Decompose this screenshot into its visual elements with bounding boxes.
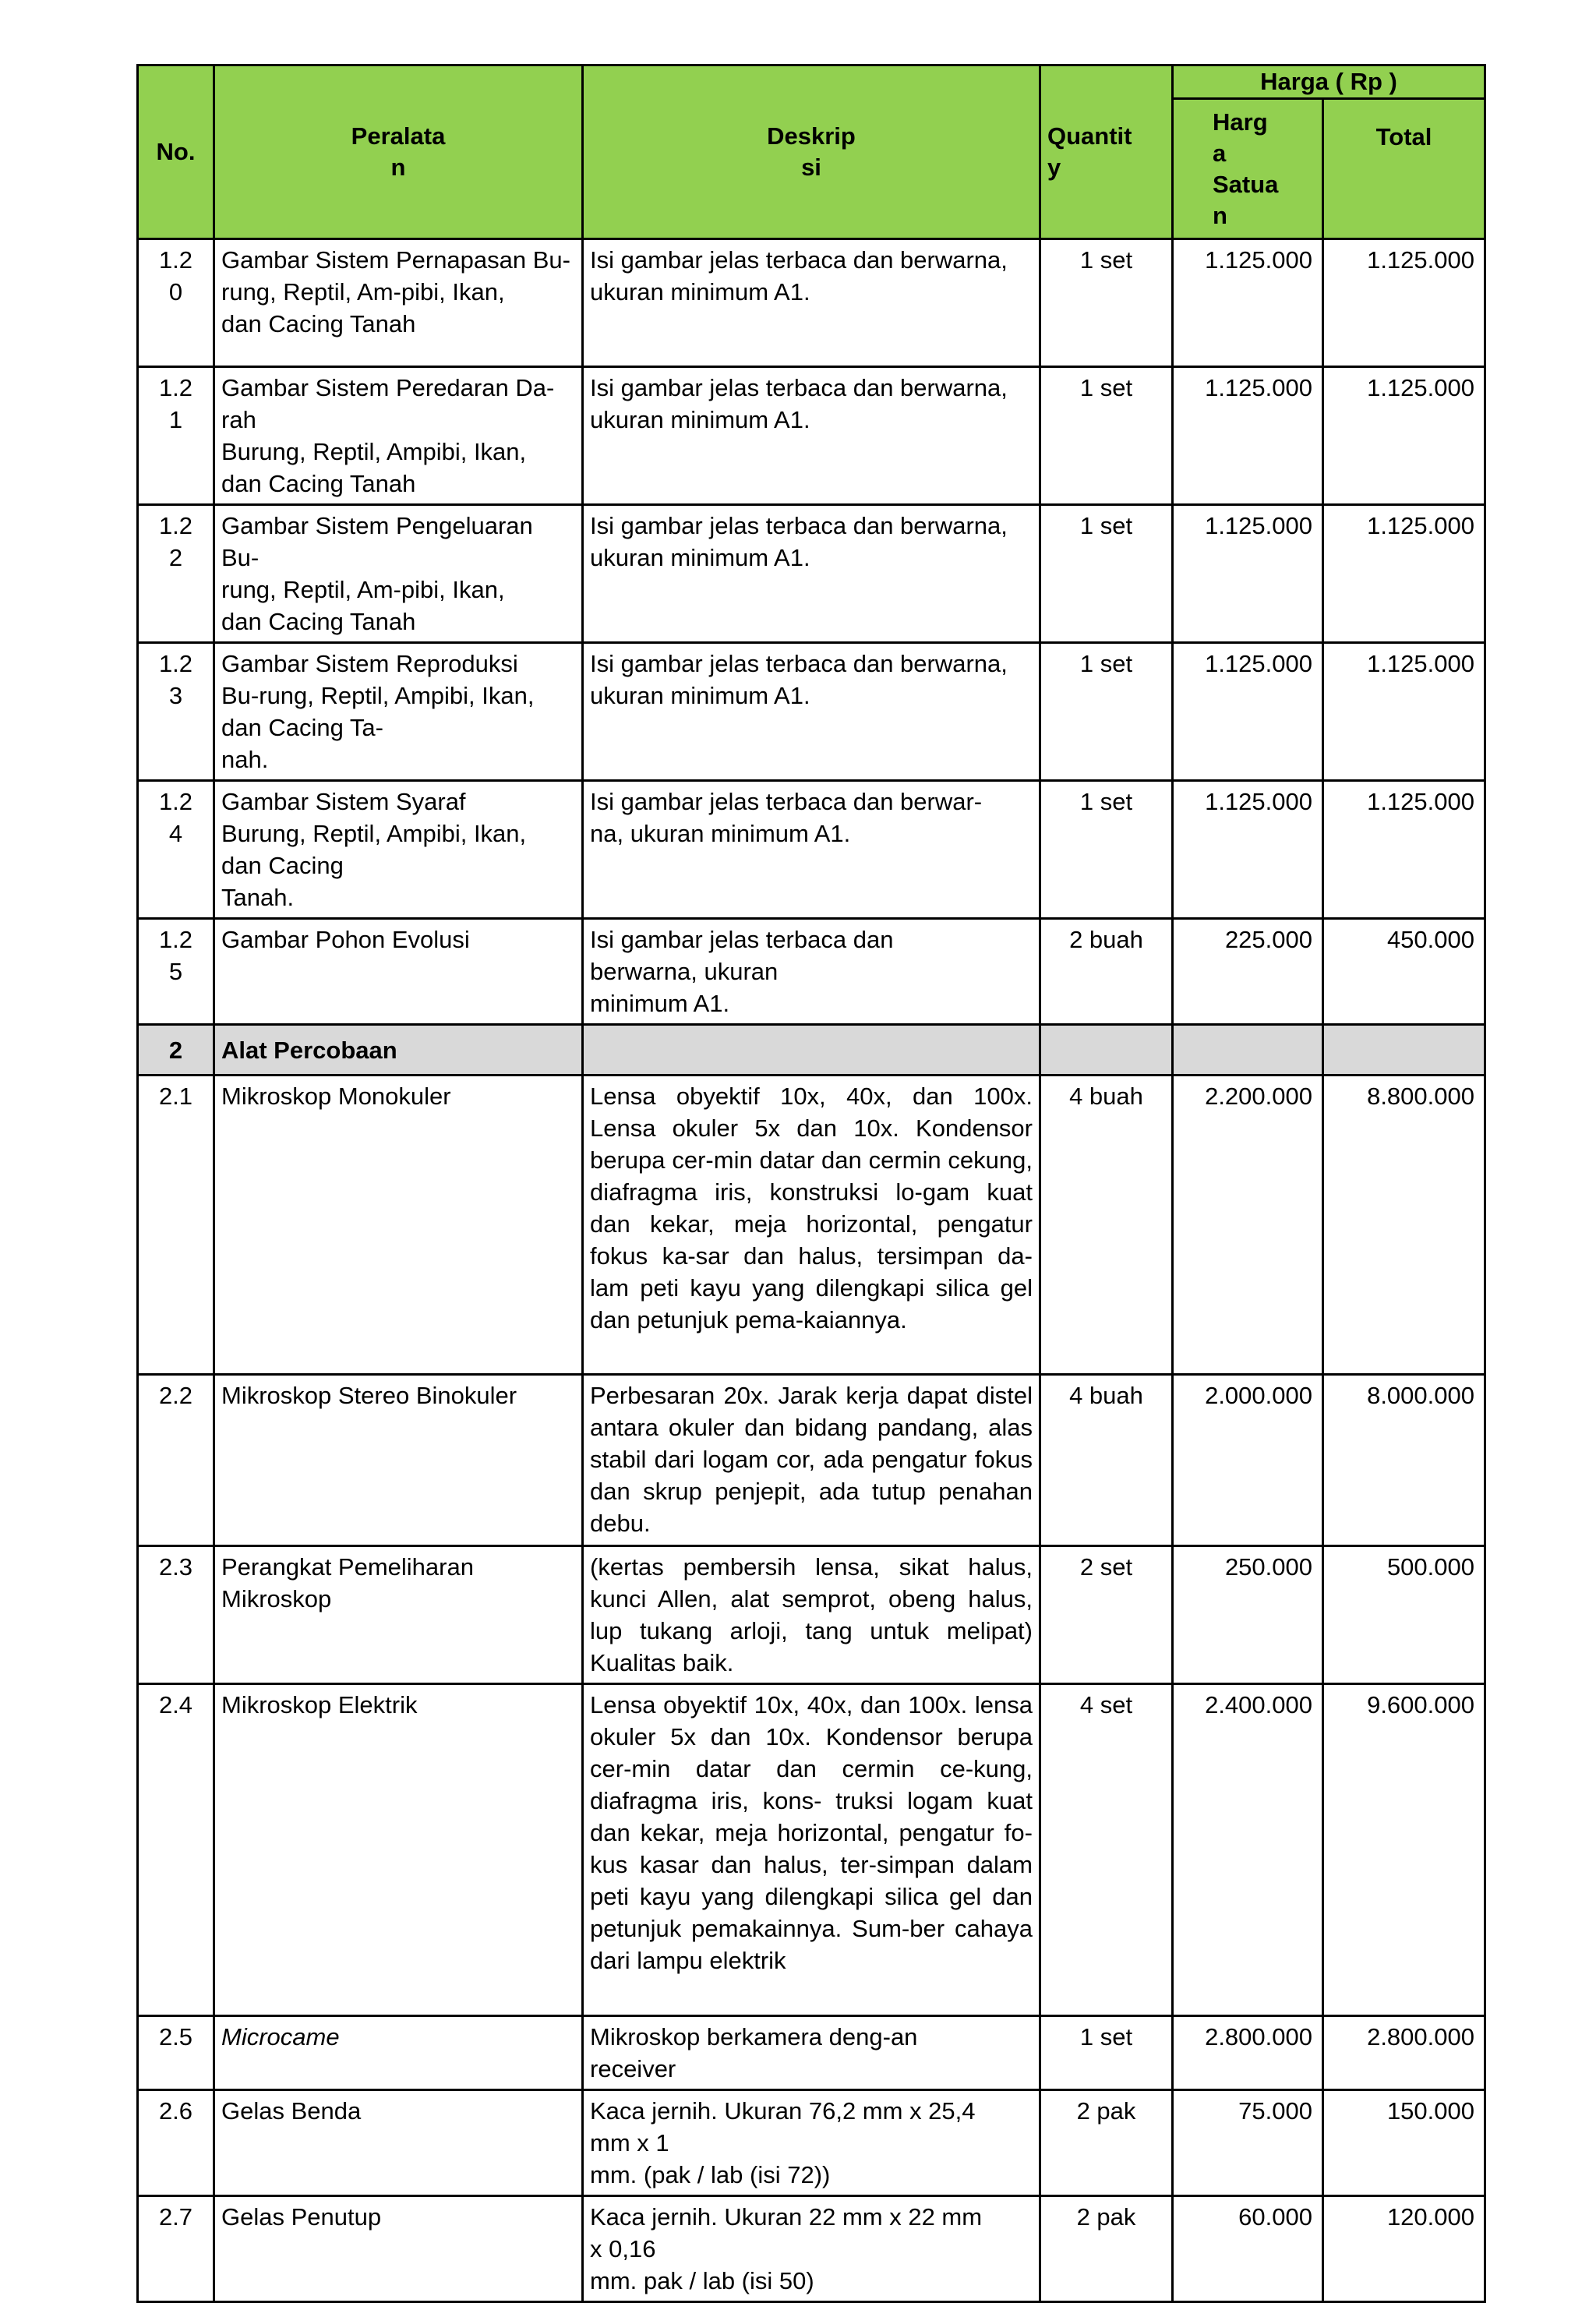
row-name: Gambar Sistem Pernapasan Bu- rung, Reptil, Am-pibi, Ikan, dan Cacing Tanah — [214, 239, 583, 367]
row-unit-price: 1.125.000 — [1173, 781, 1323, 919]
row-total: 8.800.000 — [1323, 1076, 1485, 1375]
row-desc: Kaca jernih. Ukuran 76,2 mm x 25,4 mm x 1 mm. (pak / lab (isi 72)) — [583, 2090, 1040, 2196]
table-row — [138, 1375, 1485, 1546]
row-desc: Isi gambar jelas terbaca dan berwarna, ukuran minimum A1. — [583, 367, 1040, 505]
section-row — [138, 1025, 1485, 1076]
row-total: 2.800.000 — [1323, 2016, 1485, 2090]
row-qty: 4 buah — [1040, 1076, 1173, 1375]
table-row — [138, 2196, 1485, 2302]
row-unit-price: 1.125.000 — [1173, 505, 1323, 643]
row-total: 1.125.000 — [1323, 505, 1485, 643]
row-total: 1.125.000 — [1323, 367, 1485, 505]
row-qty: 4 buah — [1040, 1375, 1173, 1546]
row-no: 1.2 2 — [138, 505, 214, 643]
header-harga-satuan: Harg a Satua n — [1173, 99, 1323, 239]
table-row — [138, 1076, 1485, 1375]
row-no: 2.1 — [138, 1076, 214, 1375]
equipment-table — [136, 64, 1486, 2303]
row-unit-price: 60.000 — [1173, 2196, 1323, 2302]
header-deskripsi: Deskrip si — [583, 65, 1040, 239]
row-total: 450.000 — [1323, 919, 1485, 1025]
row-no: 1.2 4 — [138, 781, 214, 919]
row-name: Gelas Benda — [214, 2090, 583, 2196]
row-name: Mikroskop Monokuler — [214, 1076, 583, 1375]
row-no: 1.2 1 — [138, 367, 214, 505]
row-qty: 2 set — [1040, 1546, 1173, 1684]
row-desc: Kaca jernih. Ukuran 22 mm x 22 mm x 0,16 mm. pak / lab (isi 50) — [583, 2196, 1040, 2302]
row-no: 2.6 — [138, 2090, 214, 2196]
row-qty: 1 set — [1040, 239, 1173, 367]
row-total: 1.125.000 — [1323, 239, 1485, 367]
row-desc: Isi gambar jelas terbaca dan berwarna, ukuran minimum A1. — [583, 919, 1040, 1025]
row-name: Microcame — [214, 2016, 583, 2090]
row-no: 2.7 — [138, 2196, 214, 2302]
row-total: 500.000 — [1323, 1546, 1485, 1684]
row-total: 8.000.000 — [1323, 1375, 1485, 1546]
row-qty: 4 set — [1040, 1684, 1173, 2016]
section-title: Alat Percobaan — [214, 1025, 583, 1076]
row-name: Gambar Sistem Syaraf Burung, Reptil, Ampibi, Ikan, dan Cacing Tanah. — [214, 781, 583, 919]
row-qty: 2 pak — [1040, 2196, 1173, 2302]
table-row — [138, 781, 1485, 919]
row-desc: Lensa obyektif 10x, 40x, dan 100x. lensa okuler 5x dan 10x. Kondensor berupa cer-min datar dan cermin ce-kung, diafragma iris, kons- truksi logam kuat dan kekar, meja horizontal, pengatur fo-kus kasar dan halus, ter-simpan dalam peti kayu yang dilengkapi silica gel dan petunjuk pemakainnya. Sum-ber cahaya dari lampu elektrik — [583, 1684, 1040, 2016]
header-peralatan: Peralata n — [214, 65, 583, 239]
row-total: 120.000 — [1323, 2196, 1485, 2302]
section-no: 2 — [138, 1025, 214, 1076]
row-unit-price: 1.125.000 — [1173, 367, 1323, 505]
row-desc: Isi gambar jelas terbaca dan berwarna, ukuran minimum A1. — [583, 505, 1040, 643]
row-name: Gelas Penutup — [214, 2196, 583, 2302]
row-name: Gambar Sistem Peredaran Da-rah Burung, Reptil, Ampibi, Ikan, dan Cacing Tanah — [214, 367, 583, 505]
table-row — [138, 919, 1485, 1025]
row-name: Perangkat Pemeliharan Mikroskop — [214, 1546, 583, 1684]
row-desc: (kertas pembersih lensa, sikat halus, kunci Allen, alat semprot, obeng halus, lup tukang arloji, tang untuk melipat) Kualitas baik. — [583, 1546, 1040, 1684]
row-unit-price: 2.800.000 — [1173, 2016, 1323, 2090]
header-total: Total — [1323, 99, 1485, 239]
table-row — [138, 505, 1485, 643]
row-qty: 1 set — [1040, 643, 1173, 781]
table-row — [138, 2016, 1485, 2090]
row-unit-price: 1.125.000 — [1173, 643, 1323, 781]
row-no: 1.2 5 — [138, 919, 214, 1025]
row-total: 9.600.000 — [1323, 1684, 1485, 2016]
row-unit-price: 75.000 — [1173, 2090, 1323, 2196]
row-qty: 1 set — [1040, 2016, 1173, 2090]
row-total: 150.000 — [1323, 2090, 1485, 2196]
row-no: 1.2 3 — [138, 643, 214, 781]
row-desc: Lensa obyektif 10x, 40x, dan 100x. Lensa okuler 5x dan 10x. Kondensor berupa cer-min datar dan cermin cekung, diafragma iris, konstruksi lo-gam kuat dan kekar, meja horizontal, pengatur fokus ka-sar dan halus, tersimpan da-lam peti kayu yang dilengkapi silica gel dan petunjuk pema-kaiannya. — [583, 1076, 1040, 1375]
row-qty: 1 set — [1040, 781, 1173, 919]
row-unit-price: 1.125.000 — [1173, 239, 1323, 367]
row-unit-price: 250.000 — [1173, 1546, 1323, 1684]
row-qty: 1 set — [1040, 367, 1173, 505]
row-unit-price: 2.000.000 — [1173, 1375, 1323, 1546]
row-no: 2.5 — [138, 2016, 214, 2090]
header-harga-group: Harga ( Rp ) — [1173, 65, 1485, 99]
row-unit-price: 2.200.000 — [1173, 1076, 1323, 1375]
row-total: 1.125.000 — [1323, 643, 1485, 781]
row-qty: 2 pak — [1040, 2090, 1173, 2196]
row-desc: Isi gambar jelas terbaca dan berwar- na, ukuran minimum A1. — [583, 781, 1040, 919]
row-unit-price: 2.400.000 — [1173, 1684, 1323, 2016]
table-row — [138, 367, 1485, 505]
row-no: 2.4 — [138, 1684, 214, 2016]
row-name: Gambar Sistem Pengeluaran Bu- rung, Reptil, Am-pibi, Ikan, dan Cacing Tanah — [214, 505, 583, 643]
row-name: Gambar Sistem Reproduksi Bu-rung, Reptil, Ampibi, Ikan, dan Cacing Ta- nah. — [214, 643, 583, 781]
row-qty: 1 set — [1040, 505, 1173, 643]
row-no: 2.2 — [138, 1375, 214, 1546]
table-row — [138, 643, 1485, 781]
row-qty: 2 buah — [1040, 919, 1173, 1025]
row-total: 1.125.000 — [1323, 781, 1485, 919]
row-unit-price: 225.000 — [1173, 919, 1323, 1025]
row-no: 2.3 — [138, 1546, 214, 1684]
header-no: No. — [138, 65, 214, 239]
table-row — [138, 1546, 1485, 1684]
table-row — [138, 1684, 1485, 2016]
row-name: Gambar Pohon Evolusi — [214, 919, 583, 1025]
row-desc: Mikroskop berkamera deng-an receiver — [583, 2016, 1040, 2090]
row-desc: Isi gambar jelas terbaca dan berwarna, ukuran minimum A1. — [583, 643, 1040, 781]
row-desc: Perbesaran 20x. Jarak kerja dapat distel antara okuler dan bidang pandang, alas stabil dari logam cor, ada pengatur fokus dan skrup penjepit, ada tutup penahan debu. — [583, 1375, 1040, 1546]
row-desc: Isi gambar jelas terbaca dan berwarna, ukuran minimum A1. — [583, 239, 1040, 367]
row-no: 1.2 0 — [138, 239, 214, 367]
table-row — [138, 2090, 1485, 2196]
row-name: Mikroskop Elektrik — [214, 1684, 583, 2016]
header-quantity: Quantit y — [1040, 65, 1173, 239]
row-name: Mikroskop Stereo Binokuler — [214, 1375, 583, 1546]
table-row — [138, 239, 1485, 367]
